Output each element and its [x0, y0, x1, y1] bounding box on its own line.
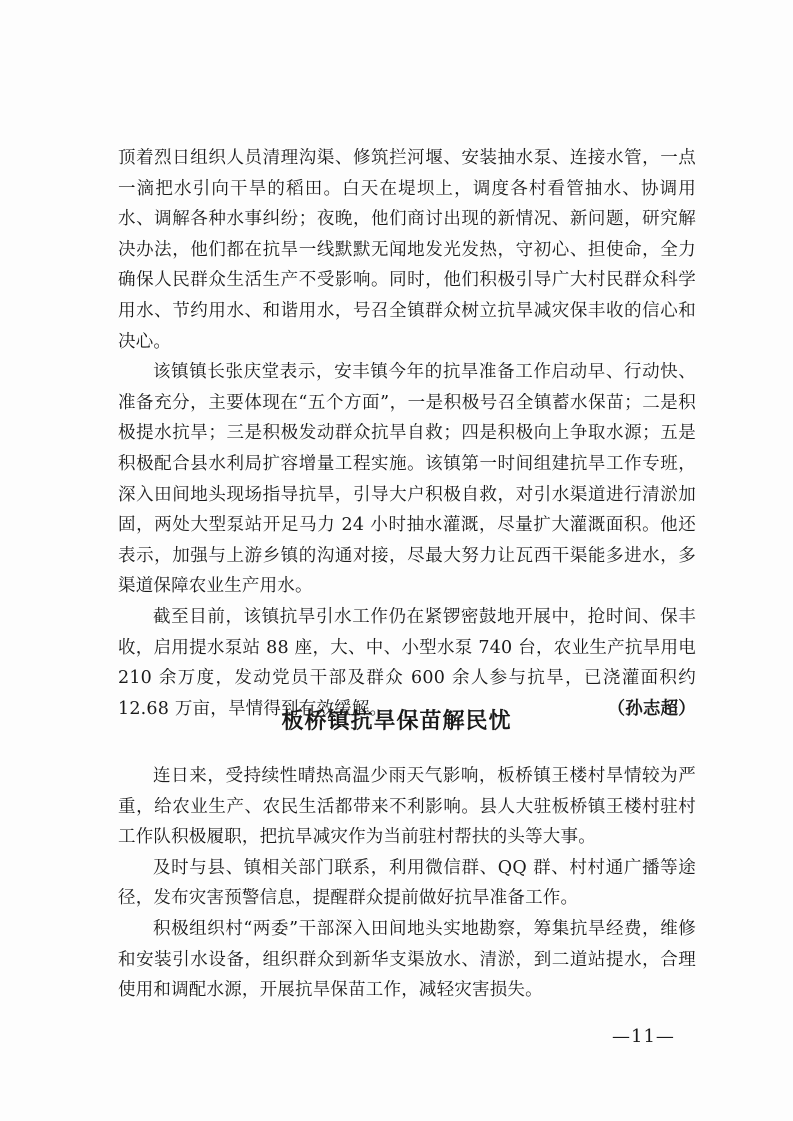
article-anfeng — [118, 143, 696, 724]
article2-paragraph-3: 积极组织村“两委”干部深入田间地头实地勘察，筹集抗旱经费，维修和安装引水设备，组织群众到新华支渠放水、清淤，到二道站提水，合理使用和调配水源，开展抗旱保苗工作，减轻灾害损失。 — [118, 918, 696, 1001]
article2-title: 板桥镇抗旱保苗解民忧 — [281, 708, 512, 734]
article2-paragraph-1: 连日来，受持续性晴热高温少雨天气影响，板桥镇王楼村旱情较为严重，给农业生产、农民生活都带来不利影响。县人大驻板桥镇王楼村驻村工作队积极履职，把抗旱减灾作为当前驻村帮扶的头等大事。 — [118, 766, 696, 848]
article1-paragraph-3-text: 截至目前，该镇抗旱引水工作仍在紧锣密鼓地开展中，抢时间、保丰收，启用提水泵站 88 座，大、中、小型水泵 740 台，农业生产抗旱用电 210 余万度，发动党员干部及群众 600 余人参与抗旱，已浇灌面积约 12.68 万亩，旱情得到有效缓解。 — [118, 606, 696, 719]
article-banqiao — [118, 761, 696, 1006]
article2-paragraph-2: 及时与县、镇相关部门联系，利用微信群、QQ 群、村村通广播等途径，发布灾害预警信息，提醒群众提前做好抗旱准备工作。 — [118, 857, 696, 909]
article1-paragraph-1: 顶着烈日组织人员清理沟渠、修筑拦河堰、安装抽水泵、连接水管，一点一滴把水引向干旱的稻田。白天在堤坝上，调度各村看管抽水、协调用水、调解各种水事纠纷；夜晚，他们商讨出现的新情况、新问题，研究解决办法，他们都在抗旱一线默默无闻地发光发热，守初心、担使命，全力确保人民群众生活生产不受影响。同时，他们积极引导广大村民群众科学用水、节约用水、和谐用水，号召全镇群众树立抗旱减灾保丰收的信心和决心。 — [118, 148, 696, 352]
page-number: —11— — [612, 1026, 675, 1047]
article1-byline: （孙志超） — [607, 698, 696, 719]
article1-paragraph-2: 该镇镇长张庆堂表示，安丰镇今年的抗旱准备工作启动早、行动快、准备充分，主要体现在“五个方面”，一是积极号召全镇蓄水保苗；二是积极提水抗旱；三是积极发动群众抗旱自救；四是积极向上争取水源；五是积极配合县水利局扩容增量工程实施。该镇第一时间组建抗旱工作专班，深入田间地头现场指导抗旱，引导大户积极自救，对引水渠道进行清淤加固，两处大型泵站开足马力 24 小时抽水灌溉，尽量扩大灌溉面积。他还表示，加强与上游乡镇的沟通对接，尽最大努力让瓦西干渠能多进水，多渠道保障农业生产用水。 — [118, 362, 696, 597]
